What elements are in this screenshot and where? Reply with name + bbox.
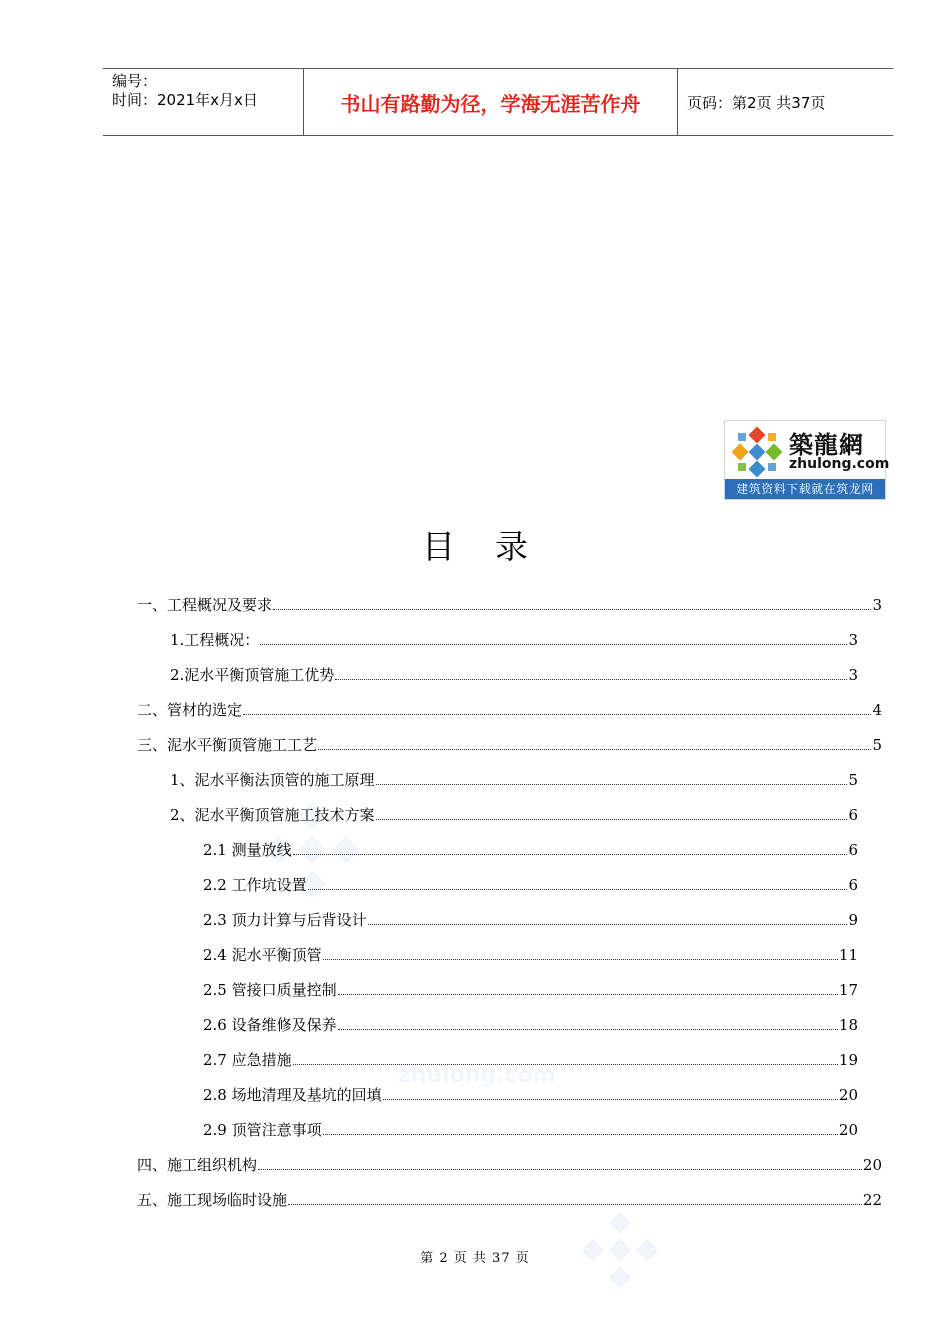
toc-entry[interactable]: 四、施工组织机构 20 [137, 1156, 882, 1174]
toc-entry[interactable]: 三、泥水平衡顶管施工工艺 5 [137, 736, 882, 754]
leader-dots [308, 889, 848, 890]
number-label: 编号： [112, 72, 158, 90]
leader-dots [376, 784, 848, 785]
logo-brand: 築龍網 [789, 430, 864, 459]
toc-entry[interactable]: 2.9 顶管注意事项 20 [203, 1121, 858, 1139]
leader-dots [318, 749, 871, 750]
toc-entry[interactable]: 2.6 设备维修及保养 18 [203, 1016, 858, 1034]
toc-entry[interactable]: 2.5 管接口质量控制 17 [203, 981, 858, 999]
toc-entry[interactable]: 2.1 测量放线 6 [203, 841, 858, 859]
zhulong-logo [724, 420, 890, 500]
toc-entry[interactable]: 2、泥水平衡顶管施工技术方案 6 [170, 806, 858, 824]
toc-entry[interactable]: 2.4 泥水平衡顶管 11 [203, 946, 858, 964]
leader-dots [376, 819, 848, 820]
toc-entry[interactable]: 2.泥水平衡顶管施工优势 3 [170, 666, 858, 684]
page-header [103, 68, 893, 136]
toc-entry[interactable]: 二、管材的选定 4 [137, 701, 882, 719]
leader-dots [323, 959, 838, 960]
watermark-text: zhulong.com [398, 1063, 556, 1088]
toc-entry[interactable]: 1.工程概况： 3 [170, 631, 858, 649]
leader-dots [243, 714, 871, 715]
leader-dots [293, 1064, 838, 1065]
header-motto: 书山有路勤为径，学海无涯苦作舟 [304, 69, 678, 135]
leader-dots [323, 1134, 838, 1135]
page-footer: 第 2 页 共 37 页 [420, 1251, 530, 1266]
leader-dots [273, 609, 871, 610]
toc-entry[interactable]: 五、施工现场临时设施 22 [137, 1191, 882, 1209]
logo-slogan: 建筑资料下载就在筑龙网 [725, 479, 885, 499]
toc-entry[interactable]: 2.8 场地清理及基坑的回填 20 [203, 1086, 858, 1104]
toc-entry[interactable]: 一、工程概况及要求 3 [137, 596, 882, 614]
leader-dots [338, 994, 838, 995]
leader-dots [260, 644, 847, 645]
snowflake-logo-icon [731, 427, 783, 477]
leader-dots [383, 1099, 838, 1100]
leader-dots [293, 854, 848, 855]
header-page-info: 页码：第2页 共37页 [687, 93, 826, 112]
leader-dots [258, 1169, 862, 1170]
leader-dots [288, 1204, 862, 1205]
toc-entry[interactable]: 2.7 应急措施 19 [203, 1051, 858, 1069]
toc-entry[interactable]: 1、泥水平衡法顶管的施工原理 5 [170, 771, 858, 789]
toc-entry[interactable]: 2.3 顶力计算与后背设计 9 [203, 911, 858, 929]
leader-dots [335, 679, 847, 680]
logo-domain: zhulong.com [789, 456, 890, 472]
leader-dots [338, 1029, 838, 1030]
leader-dots [368, 924, 848, 925]
toc-entry[interactable]: 2.2 工作坑设置 6 [203, 876, 858, 894]
time-label: 时间：2021年x月x日 [112, 91, 258, 109]
toc-title: 目录 [422, 527, 568, 566]
header-meta [103, 69, 304, 135]
